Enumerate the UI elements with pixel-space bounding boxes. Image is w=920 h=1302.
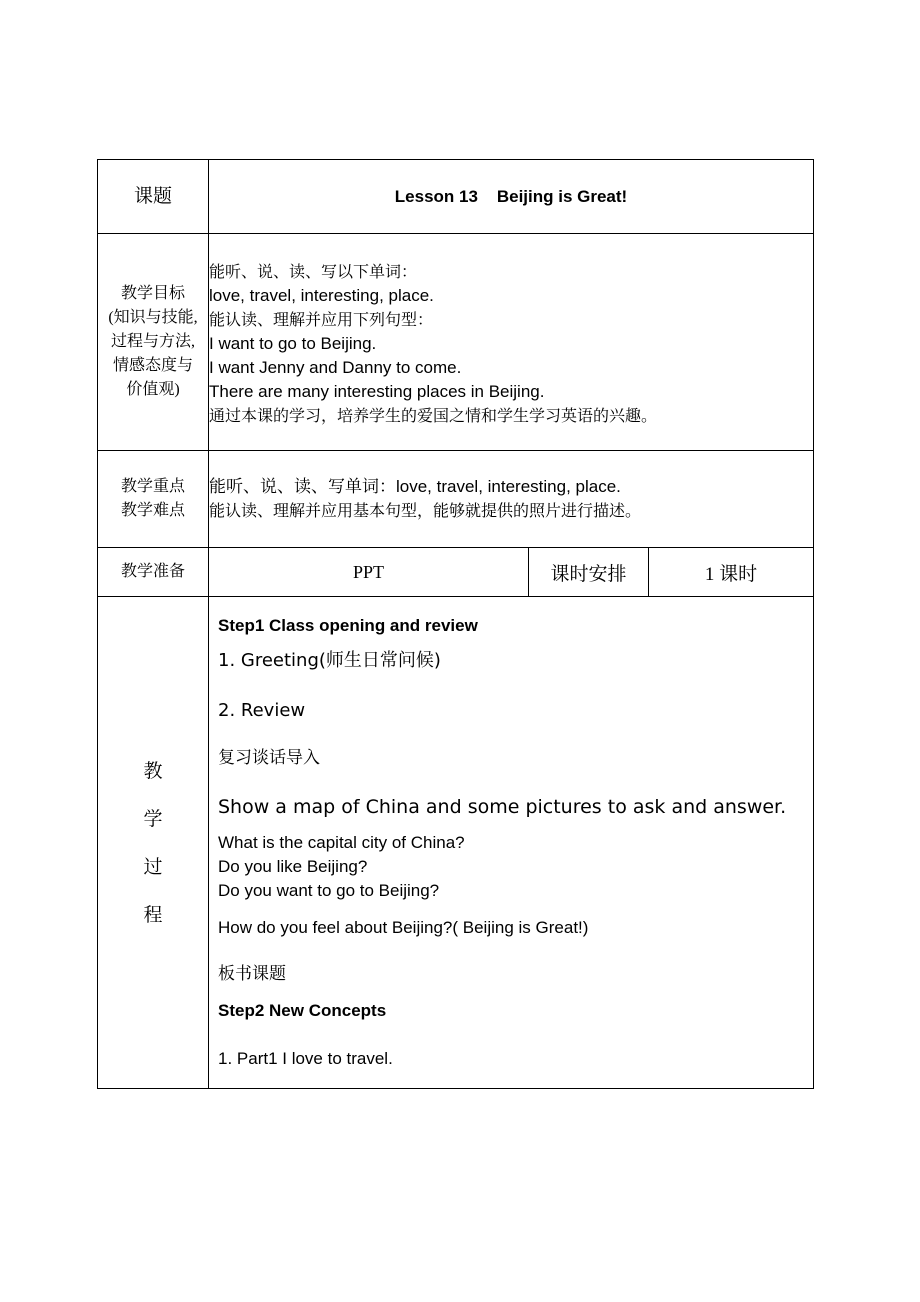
objectives-row [98,234,814,451]
key-point-line: 能听、说、读、写单词：love, travel, interesting, place. [209,477,621,496]
objective-line: love, travel, interesting, place. [209,286,434,305]
objectives-label [98,234,209,451]
objective-line: 通过本课的学习，培养学生的爱国之情和学生学习英语的兴趣。 [209,406,658,425]
objectives-label-line: 过程与方法, [110,333,195,350]
prep-value: PPT [209,548,529,597]
question-line: Do you like Beijing? [218,857,368,876]
objectives-label-line: (知识与技能, [108,309,198,326]
part1-line: 1. Part1 I love to travel. [218,1049,393,1068]
review-line: 2. Review [218,700,306,721]
question-line: What is the capital city of China? [218,833,465,852]
schedule-label: 课时安排 [529,548,649,597]
objective-line: I want to go to Beijing. [209,334,377,353]
question-line: Do you want to go to Beijing? [218,881,440,900]
objectives-label-line: 教学目标 [120,285,185,302]
key-points-label [98,451,209,548]
process-row [98,597,814,1089]
show-map-line: Show a map of China and some pictures to ask and answer. [218,796,787,818]
key-point-line: 能认读、理解并应用基本句型，能够就提供的照片进行描述。 [209,501,642,520]
objectives-label-line: 价值观) [126,381,180,398]
schedule-value: 1 课时 [649,548,814,597]
review-cn-line: 复习谈话导入 [218,748,320,768]
process-label-char: 学 [143,807,163,830]
prep-row [98,548,814,597]
objective-line: 能听、说、读、写以下单词： [209,262,418,281]
feel-line: How do you feel about Beijing?( Beijing is Great!) [218,918,589,937]
objectives-label-line: 情感态度与 [112,357,193,374]
process-label-char: 教 [143,759,163,782]
lesson-plan-table [97,159,814,1089]
key-points-content [209,451,814,548]
lesson-title: Lesson 13 Beijing is Great! [209,160,814,234]
topic-label: 课题 [98,160,209,234]
objectives-content [209,234,814,451]
process-label-char: 过 [143,855,163,878]
prep-label: 教学准备 [98,548,209,597]
greeting-line: 1. Greeting(师生日常问候) [218,650,441,671]
objective-line: I want Jenny and Danny to come. [209,358,462,377]
objective-line: There are many interesting places in Beijing. [209,382,545,401]
objective-line: 能认读、理解并应用下列句型： [209,310,434,329]
key-points-label-line: 教学难点 [120,502,185,519]
step2-title: Step2 New Concepts [218,1001,387,1020]
process-content [209,597,814,1089]
board-line: 板书课题 [218,964,286,984]
process-label [98,597,209,1089]
key-points-label-line: 教学重点 [120,478,185,495]
step1-title: Step1 Class opening and review [218,616,478,635]
process-label-char: 程 [143,903,163,926]
topic-row [98,160,814,234]
key-points-row [98,451,814,548]
